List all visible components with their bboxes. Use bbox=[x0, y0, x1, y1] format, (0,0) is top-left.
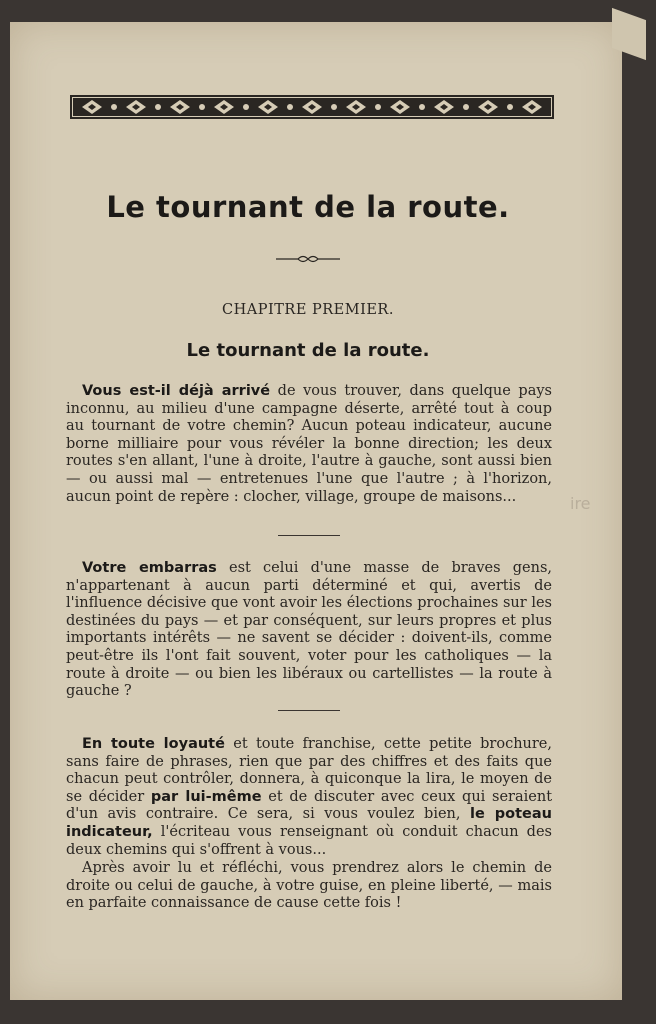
paragraph-text: l'écriteau vous renseignant où conduit chacun des deux chemins qui s'offrent à vous... bbox=[66, 823, 552, 858]
section-divider bbox=[278, 710, 340, 711]
paragraph-lead: Votre embarras bbox=[82, 560, 217, 576]
paragraph-4: Après avoir lu et réfléchi, vous prendrez alors le chemin de droite ou celui de gauche, à votre guise, en pleine liberté, — mais en parfaite connaissance de cause cette fois ! bbox=[66, 860, 552, 912]
paragraph-text: et de discuter avec ceux qui seraient d'un avis contraire. Ce sera, si vous voulez bien, bbox=[66, 788, 553, 823]
paragraph-text: de vous trouver, dans quelque pays inconnu, au milieu d'une campagne déserte, arrêté tout à coup au tournant de votre chemin? Aucun poteau indicateur, aucune borne milliaire pour vous révéler la bonne direction; les deux routes s'en allant, l'une à droite, l'autre à gauche, sont aussi bien — ou aussi mal — entretenues l'une que l'autre ; à l'horizon, aucun point de repère : clocher, village, groupe de maisons... bbox=[66, 383, 552, 505]
paragraph-2 bbox=[66, 560, 552, 701]
paragraph-3 bbox=[66, 736, 552, 859]
paragraph-emphasis: par lui-même bbox=[150, 788, 262, 805]
paragraph-lead: En toute loyauté bbox=[82, 736, 225, 752]
chapter-heading: CHAPITRE PREMIER. bbox=[222, 302, 394, 318]
flourish-divider-icon bbox=[276, 252, 340, 266]
paragraph-1 bbox=[66, 383, 552, 506]
ornament-band-icon bbox=[70, 95, 554, 119]
watermark: ire bbox=[570, 494, 591, 513]
paragraph-text: et toute franchise, cette petite brochure, sans faire de phrases, rien que par des chiffres et des faits que chacun peut contrôler, donnera, à quiconque la lira, le moyen de se décider bbox=[66, 736, 553, 805]
paragraph-lead: Vous est-il déjà arrivé bbox=[82, 383, 271, 399]
page-title: Le tournant de la route. bbox=[106, 190, 510, 224]
section-divider bbox=[278, 535, 340, 536]
paragraph-text: est celui d'une masse de braves gens, n'appartenant à aucun parti déterminé et qui, avertis de l'influence décisive que vont avoir les élections prochaines sur les destinées du pays — et par conséquent, sur leurs propres et plus importants intérêts — ne savent se décider : doivent-ils, comme peut-être ils l'ont fait souvent, voter pour les catholiques — la route à droite — ou bien les libéraux ou cartellistes — la route à gauche ? bbox=[66, 560, 552, 700]
paragraph-emphasis: le poteau indicateur, bbox=[66, 806, 552, 840]
chapter-subtitle: Le tournant de la route. bbox=[186, 340, 430, 361]
